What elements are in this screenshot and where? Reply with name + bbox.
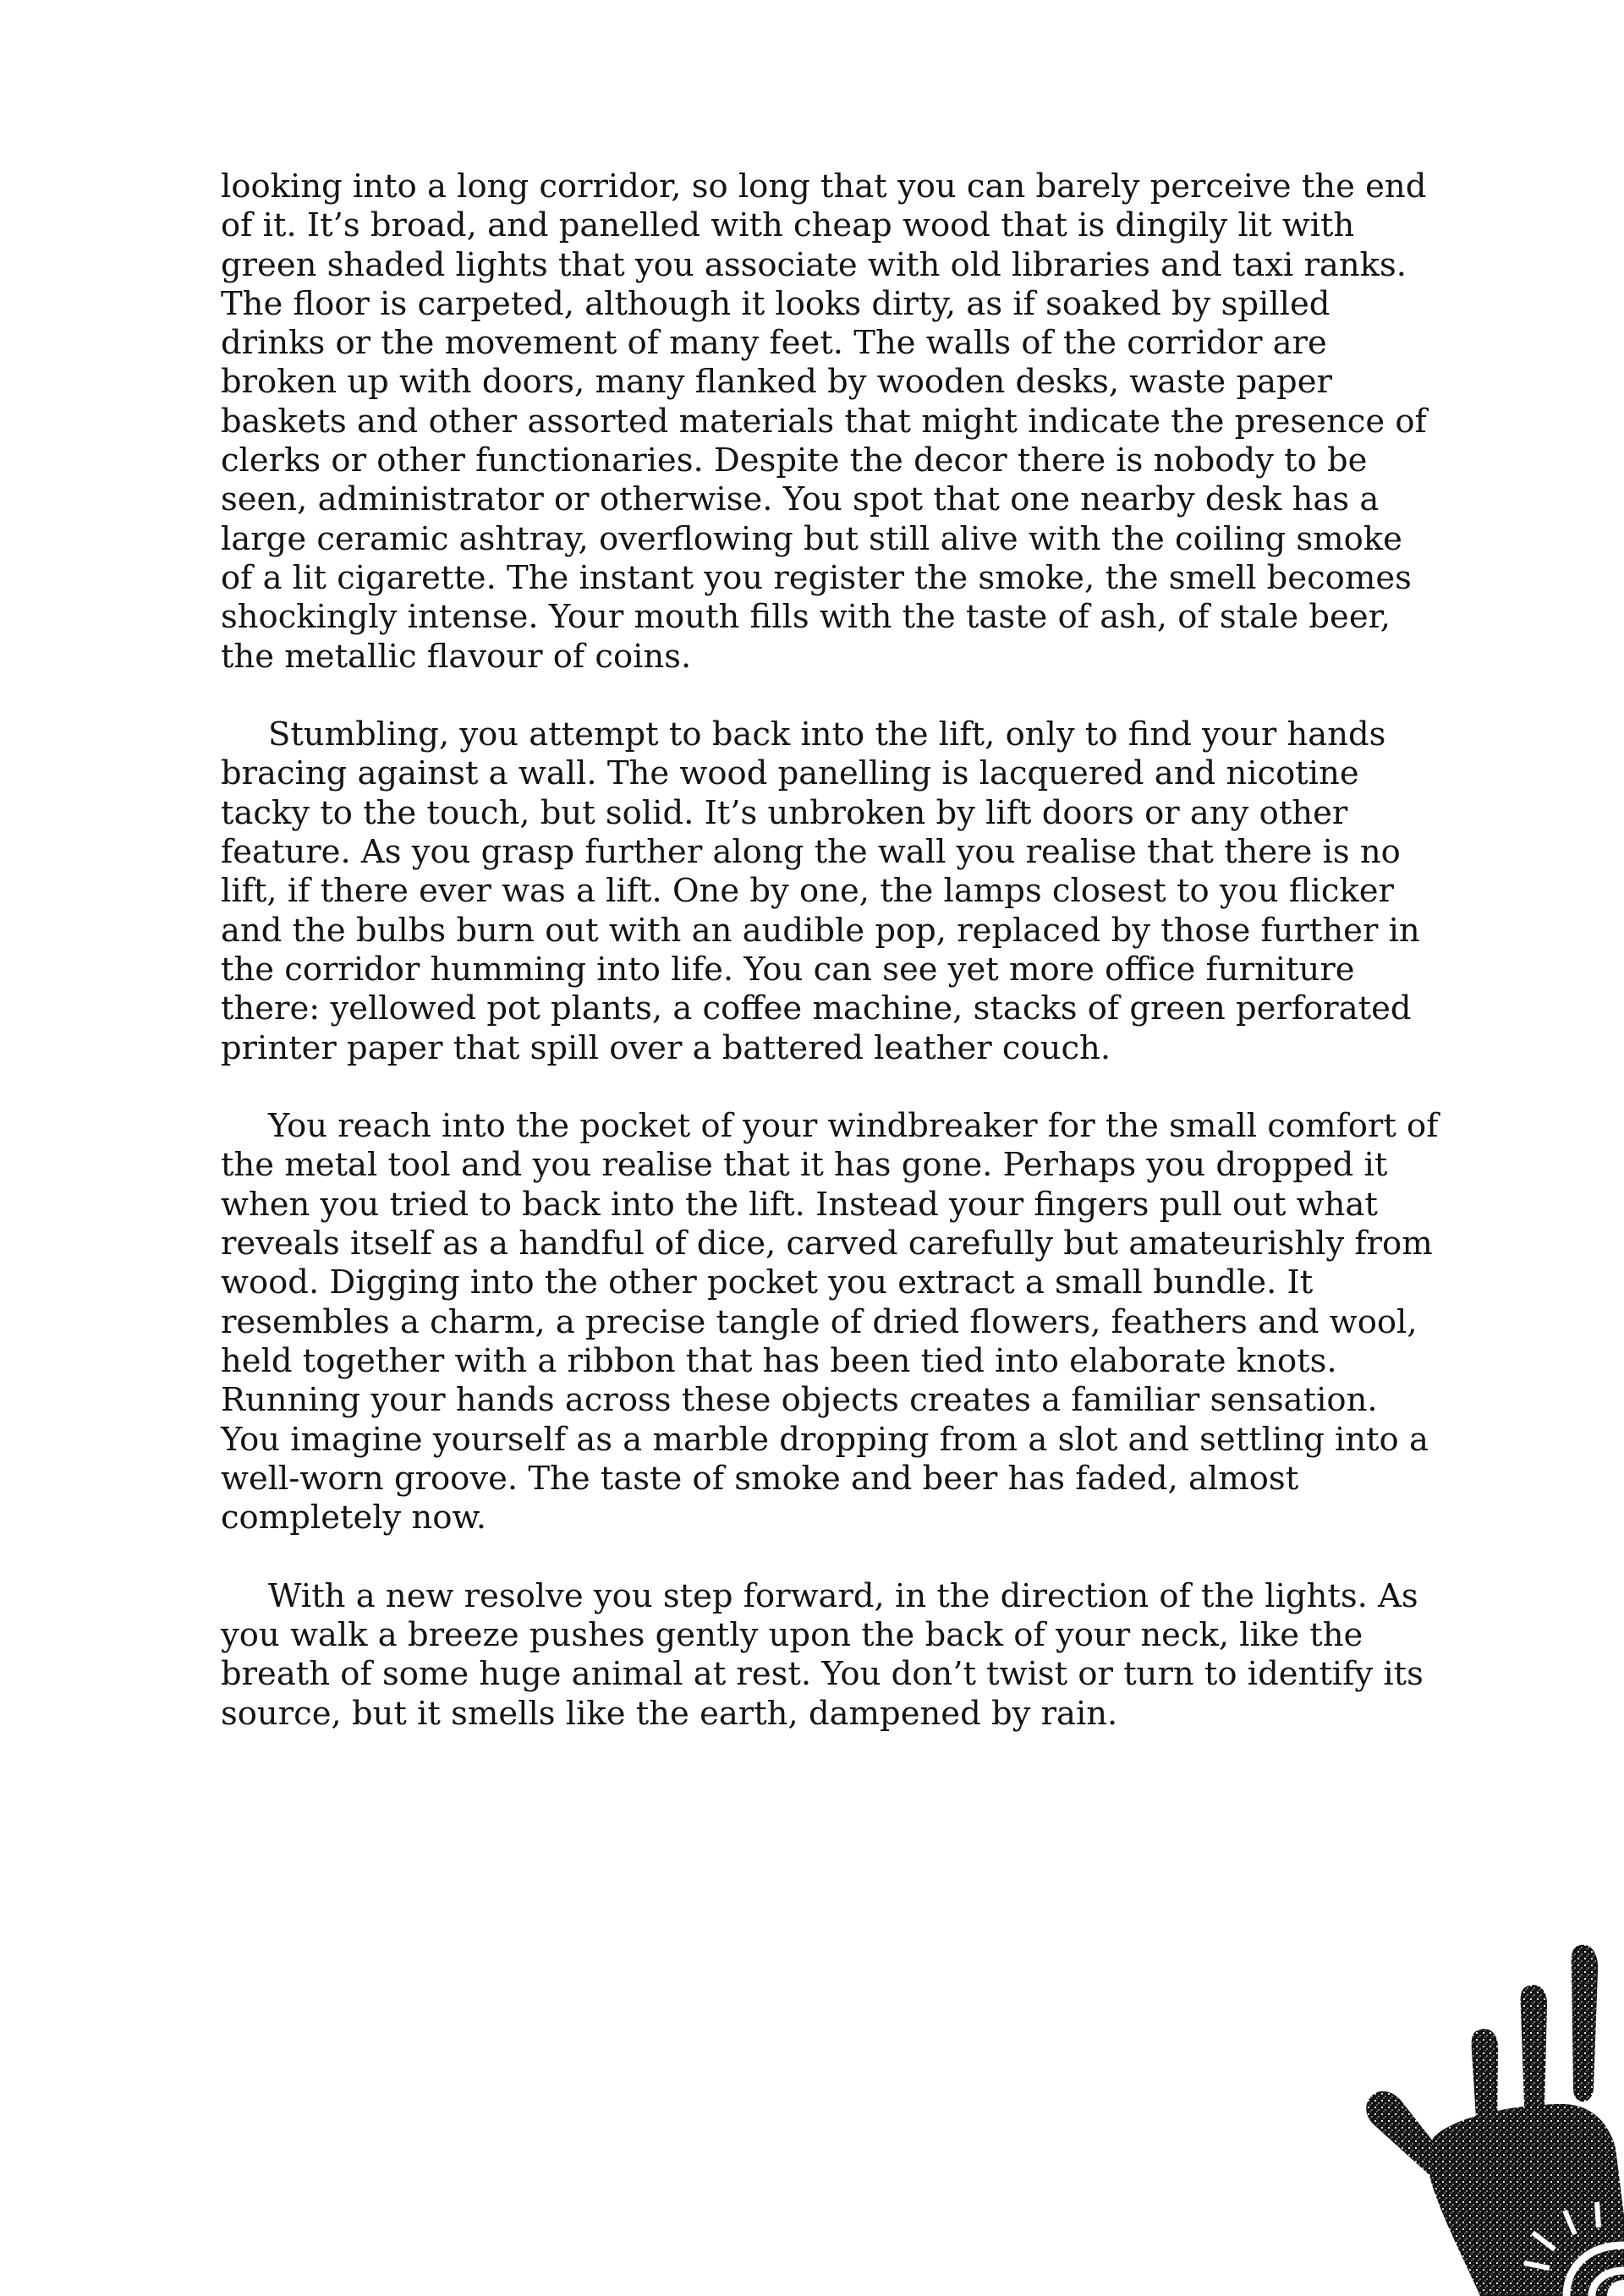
- paragraph-pocket: You reach into the pocket of your windbreaker for the small comfort of the metal tool and you realise that it has gone. Perhaps you dropped it when you tried to back into the lift. Instead your fingers pull out what reveals itself as a handful of dice, carved carefully but amateurishly from wood. Digging into the other pocket you extract a small bundle. It resembles a charm, a precise tangle of dried flowers, feathers and wool, held together with a ribbon that has been tied into elaborate knots. Running your hands across these objects creates a familiar sensation. You imagine yourself as a marble dropping from a slot and settling into a well-worn groove. The taste of smoke and beer has faded, almost completely now.: [221, 1107, 1439, 1537]
- paragraph-resolve: With a new resolve you step forward, in the direction of the lights. As you walk a breeze pushes gently upon the back of your neck, like the breath of some huge animal at rest. You don’t twist or turn to identify its source, but it smells like the earth, dampened by rain.: [221, 1576, 1424, 1733]
- paragraph-stumbling: Stumbling, you attempt to back into the lift, only to find your hands bracing against a wall. The wood panelling is lacquered and nicotine tacky to the touch, but solid. It’s unbroken by lift doors or any other feature. As you grasp further along the wall you realise that there is no lift, if there ever was a lift. One by one, the lamps closest to you flicker and the bulbs burn out with an audible pop, replaced by those further in the corridor humming into life. You can see yet more office furniture there: yellowed pot plants, a coffee machine, stacks of green perforated printer paper that spill over a battered leather couch.: [221, 715, 1420, 1067]
- paragraph-corridor: looking into a long corridor, so long that you can barely perceive the end of it. It’s broad, and panelled with cheap wood that is dingily lit with green shaded lights that you associate with old libraries and taxi ranks. The floor is carpeted, although it looks dirty, as if soaked by spilled drinks or the movement of many feet. The walls of the corridor are broken up with doors, many flanked by wooden desks, waste paper baskets and other assorted materials that might indicate the presence of clerks or other functionaries. Despite the decor there is nobody to be seen, administrator or otherwise. You spot that one nearby desk has a large ceramic ashtray, overflowing but still alive with the coiling smoke of a lit cigarette. The instant you register the smoke, the smell becomes shockingly intense. Your mouth fills with the taste of ash, of stale beer, the metallic flavour of coins.: [221, 167, 1427, 676]
- hand-print-icon: [1353, 1937, 1624, 2296]
- body-text: [221, 167, 1439, 1773]
